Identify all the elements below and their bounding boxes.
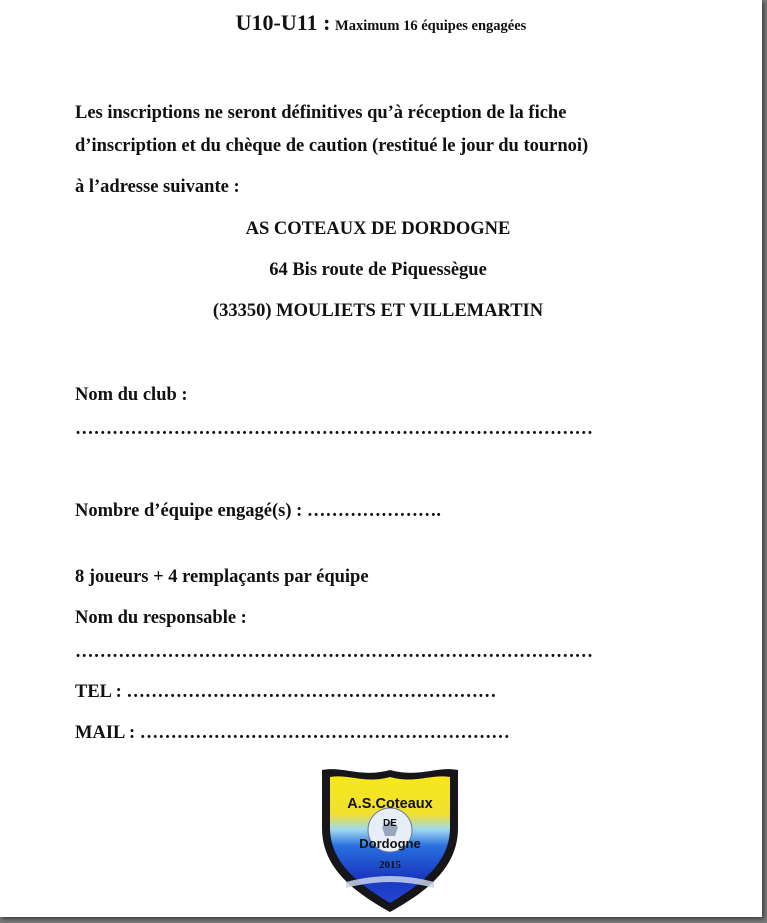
logo-text-dordogne: Dordogne bbox=[359, 836, 421, 851]
manager-name-label: Nom du responsable : bbox=[75, 608, 247, 628]
category-label: U10-U11 bbox=[235, 10, 318, 35]
address-club-name: AS COTEAUX DE DORDOGNE bbox=[245, 219, 511, 239]
phone-field[interactable]: TEL : …………………………………………………… bbox=[75, 682, 497, 702]
address-street: 64 Bis route de Piquessègue bbox=[269, 260, 487, 280]
page-title bbox=[0, 12, 762, 37]
club-name-label: Nom du club : bbox=[75, 385, 188, 405]
intro-line-1: Les inscriptions ne seront définitives qu’à réception de la fiche bbox=[75, 103, 567, 123]
address-city: (33350) MOULIETS ET VILLEMARTIN bbox=[212, 301, 544, 321]
logo-text-as-coteaux: A.S.Coteaux bbox=[347, 796, 433, 812]
manager-name-field[interactable]: ………………………………………………………………………… bbox=[75, 642, 593, 662]
intro-line-2: d’inscription et du chèque de caution (restitué le jour du tournoi) bbox=[75, 136, 589, 156]
logo-text-year: 2015 bbox=[379, 859, 401, 871]
club-crest-logo bbox=[316, 764, 464, 916]
title-separator: : bbox=[317, 10, 331, 35]
logo-text-de: DE bbox=[383, 818, 397, 829]
intro-line-3: à l’adresse suivante : bbox=[75, 177, 240, 197]
team-count-field[interactable]: Nombre d’équipe engagé(s) : …………………. bbox=[75, 501, 442, 521]
max-teams-note: Maximum 16 équipes engagées bbox=[335, 18, 527, 34]
club-name-field[interactable]: ………………………………………………………………………… bbox=[75, 419, 593, 439]
players-note: 8 joueurs + 4 remplaçants par équipe bbox=[75, 567, 369, 587]
email-field[interactable]: MAIL : …………………………………………………… bbox=[75, 723, 510, 743]
